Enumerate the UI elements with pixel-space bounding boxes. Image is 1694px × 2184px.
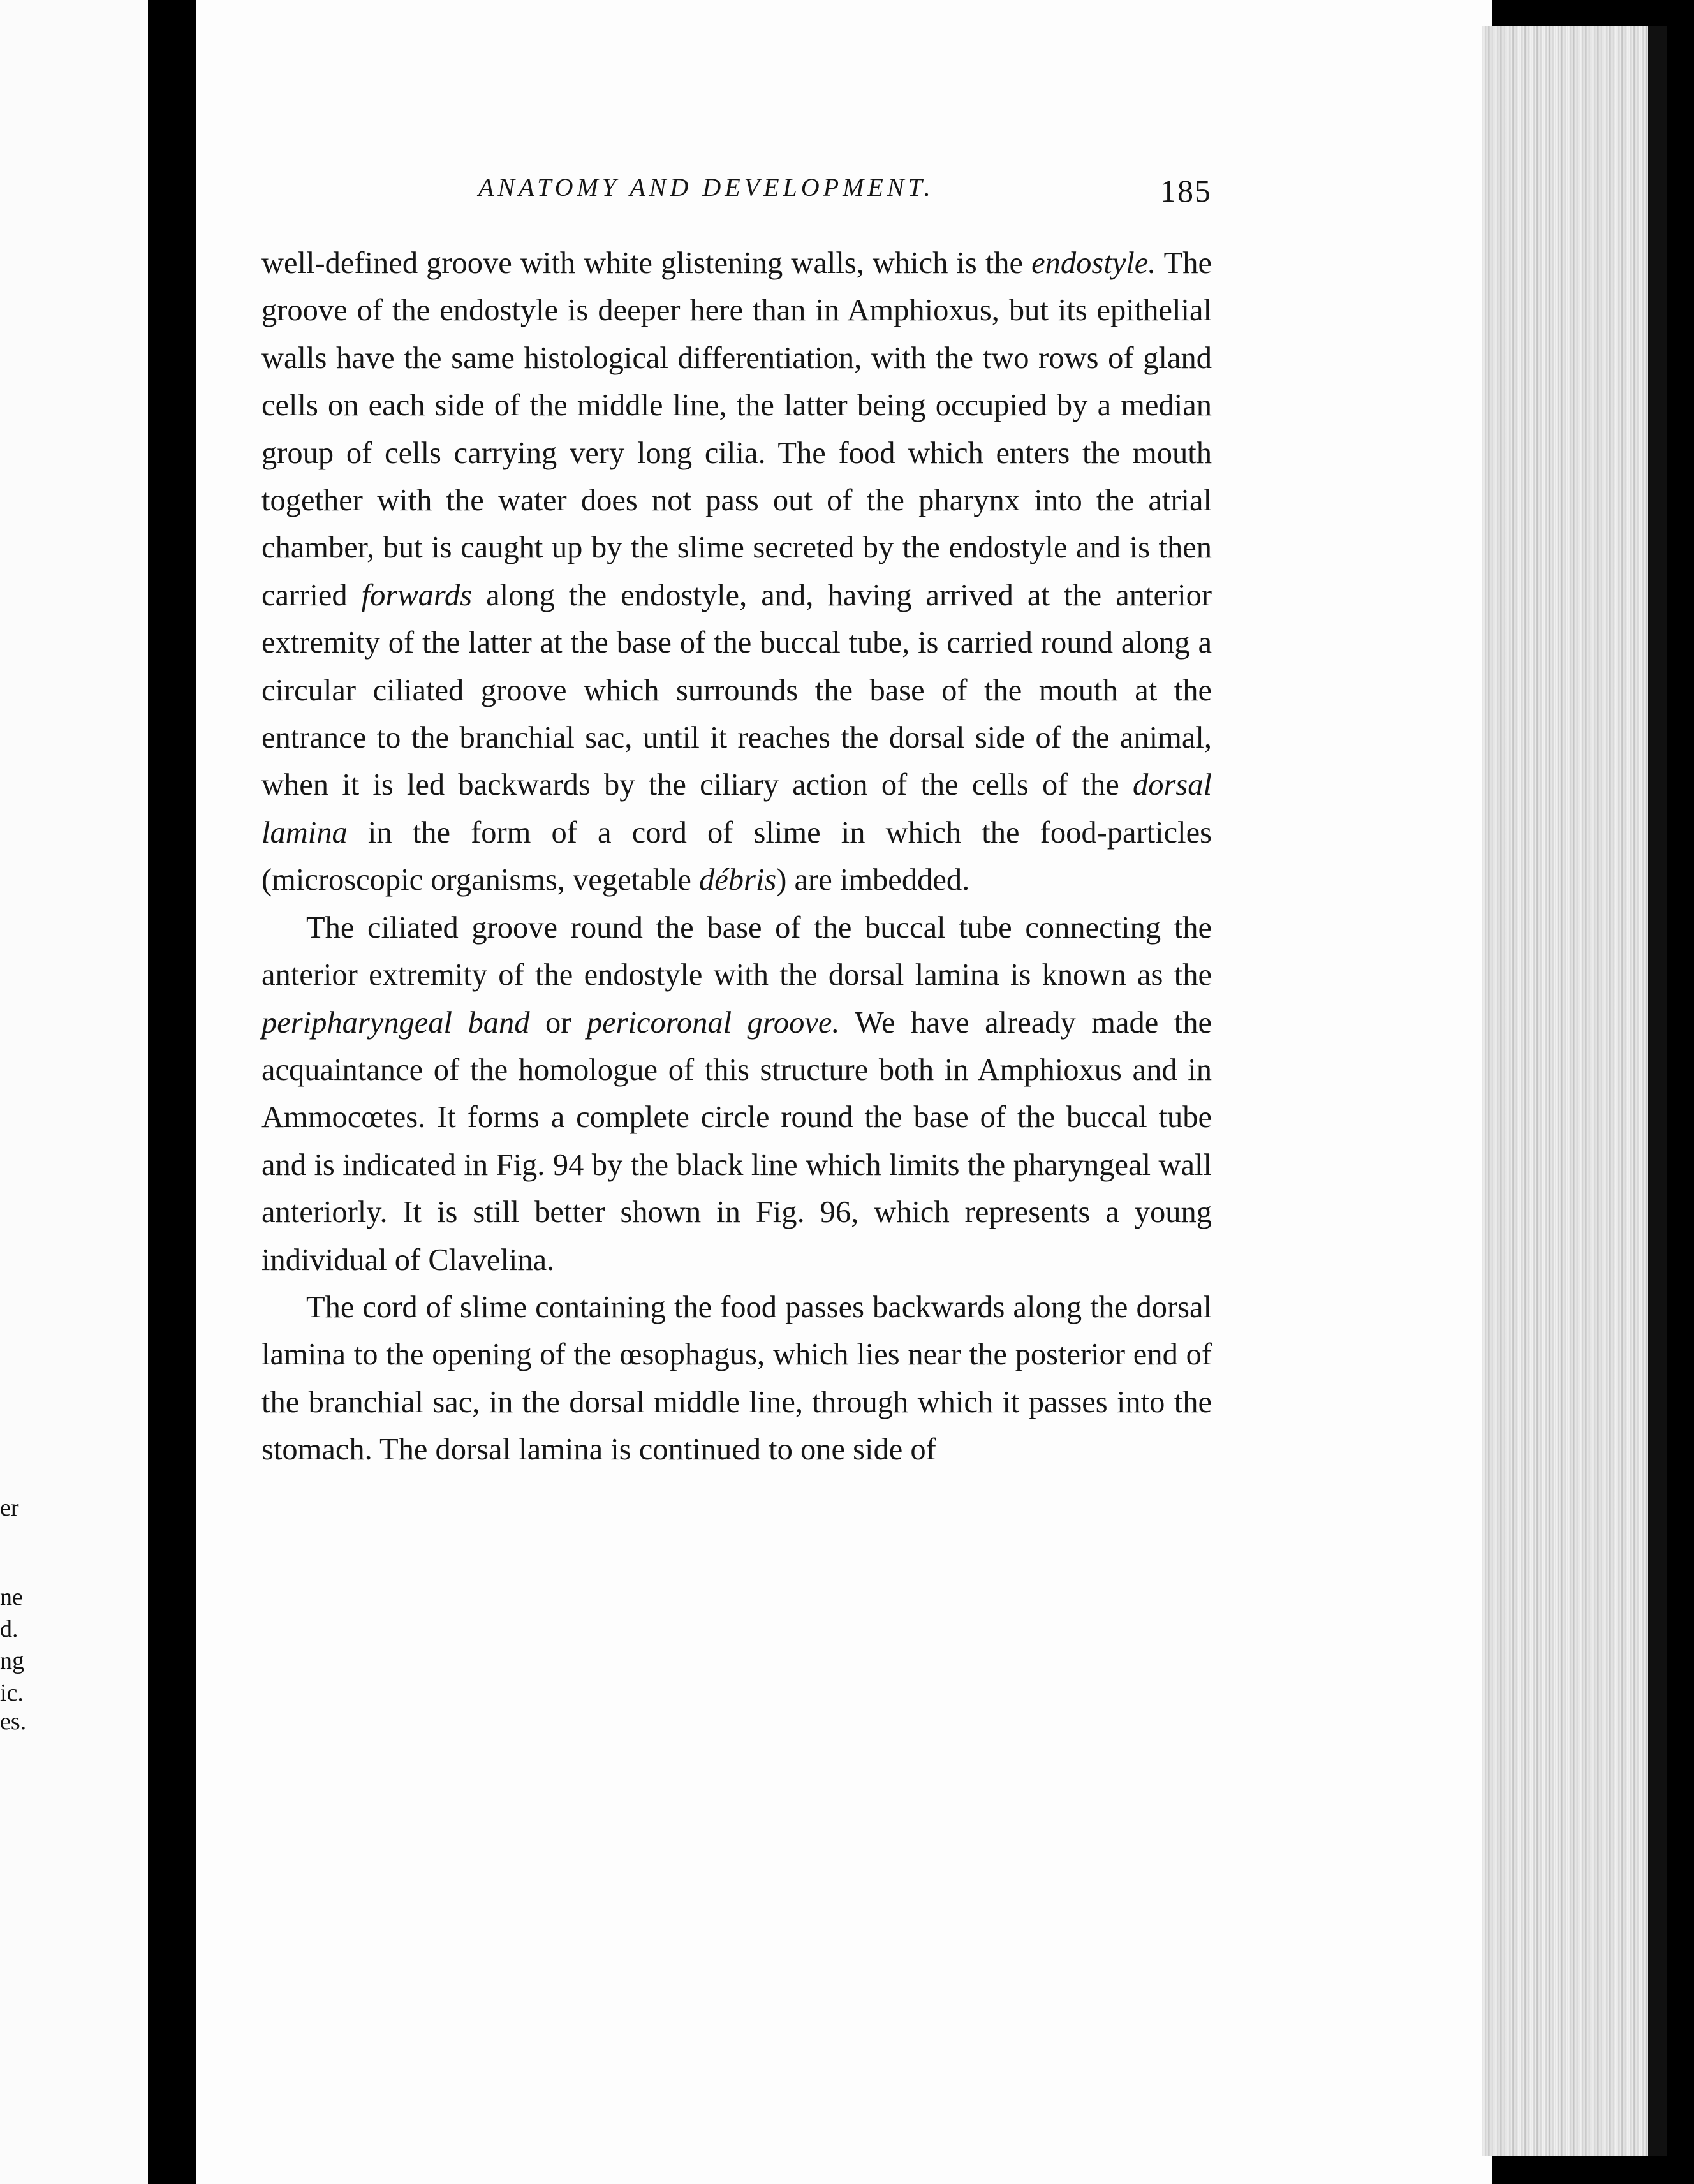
text-run: or	[529, 1005, 587, 1040]
italic-term: pericoronal groove.	[586, 1005, 840, 1040]
fragment-text: ic.	[0, 1679, 24, 1706]
text-run: in the form of a cord of slime in which the food-particles (microscopic organisms, vegetable	[261, 815, 1212, 897]
italic-term: peripharyngeal band	[261, 1005, 530, 1040]
italic-term: dorsal lamina	[261, 768, 1212, 850]
fragment-text: d.	[0, 1616, 18, 1642]
page-block-edges	[1482, 26, 1667, 2156]
paragraph	[261, 240, 1212, 904]
italic-term: débris	[699, 863, 777, 897]
italic-term: forwards	[361, 578, 473, 612]
previous-page-edge	[0, 0, 148, 2184]
text-run: We have already made the acquaintance of the homologue of this structure both in Amphioxus and in Ammocœtes. It forms a complete circle round the base of the buccal tube and is indicated in Fig. 94 by the black line which limits the pharyngeal wall anteriorly. It is still better shown in Fig. 96, which represents a young individual of Clavelina.	[261, 1005, 1212, 1277]
text-run: well-defined groove with white glistening walls, which is the	[261, 246, 1032, 280]
text-run: The cord of slime containing the food passes backwards along the dorsal lamina to the opening of the œsophagus, which lies near the posterior end of the branchial sac, in the dorsal middle line, through which it passes into the stomach. The dorsal lamina is continued to one side of	[261, 1290, 1212, 1467]
fragment-text: er	[0, 1494, 19, 1521]
body-text	[261, 240, 1212, 1474]
page-content	[261, 172, 1212, 1474]
fragment-text: ng	[0, 1648, 24, 1674]
paragraph	[261, 1284, 1212, 1474]
text-run: along the endostyle, and, having arrived at the anterior extremity of the latter at the base of the buccal tube, is carried round along a circular ciliated groove which surrounds the base of the mouth at the entrance to the branchial sac, until it reaches the dorsal side of the animal, when it is led backwards by the ciliary action of the cells of the	[261, 578, 1212, 802]
paragraph	[261, 904, 1212, 1284]
running-title: ANATOMY AND DEVELOPMENT.	[478, 173, 934, 202]
text-run: ) are imbedded.	[776, 863, 970, 897]
text-run: The groove of the endostyle is deeper here than in Amphioxus, but its epithelial walls have the same histological differentiation, with the two rows of gland cells on each side of the middle line, the latter being occupied by a median group of cells carrying very long cilia. The food which enters the mouth together with the water does not pass out of the pharynx into the atrial chamber, but is caught up by the slime secreted by the endostyle and is then carried	[261, 246, 1212, 612]
fragment-text: ne	[0, 1584, 23, 1611]
fragment-text: es.	[0, 1708, 27, 1735]
text-run: The ciliated groove round the base of the buccal tube connecting the anterior extremity of the endostyle with the dorsal lamina is known as the	[261, 910, 1212, 992]
running-head	[261, 172, 1212, 223]
italic-term: endostyle.	[1031, 246, 1156, 280]
page-number: 185	[1160, 173, 1212, 209]
